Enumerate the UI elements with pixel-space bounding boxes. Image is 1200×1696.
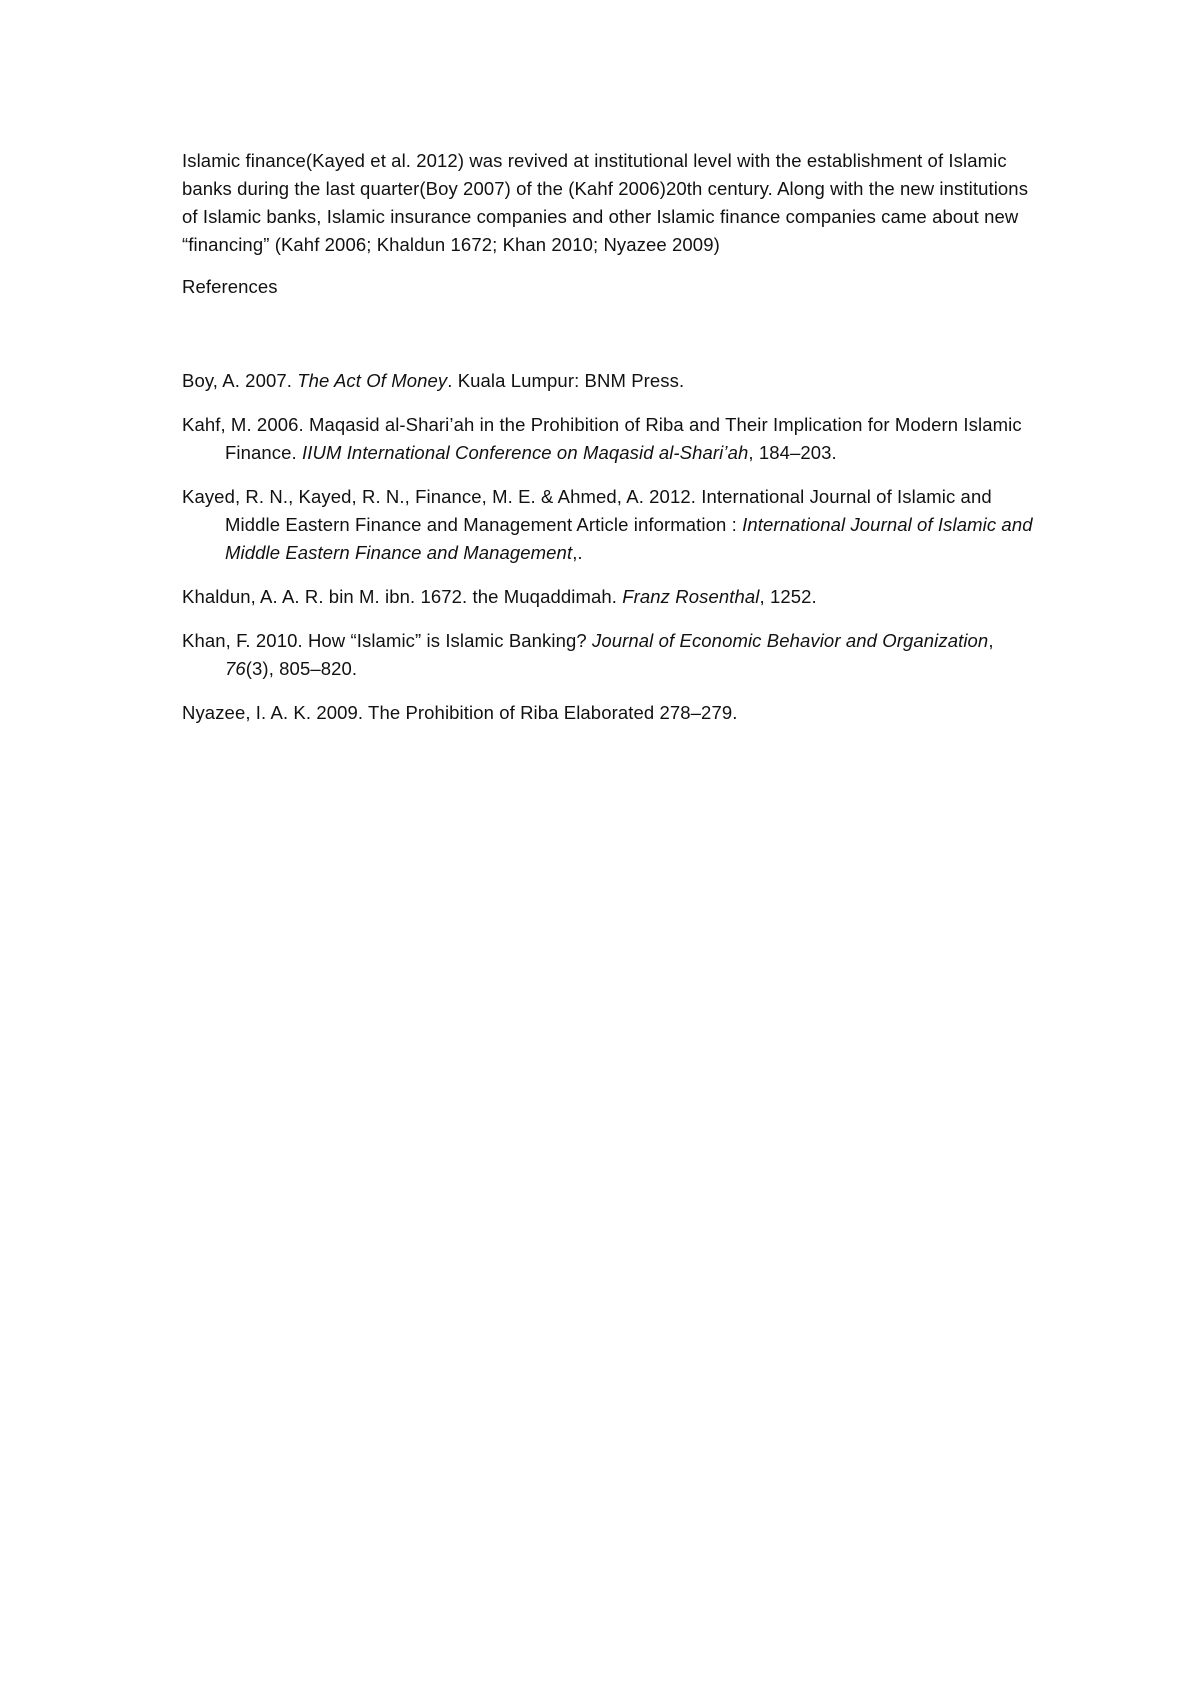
reference-title-italic: The Act Of Money [297, 370, 448, 391]
reference-title-italic: IIUM International Conference on Maqasid al-Shari’ah [302, 442, 749, 463]
reference-text: Kayed, R. N., Kayed, R. N., Finance, M. E. & Ahmed, A. 2012. International Journal of Islamic and Middle Eastern Finance and Management Article information : [182, 486, 992, 535]
reference-text: . Kuala Lumpur: BNM Press. [447, 370, 685, 391]
reference-text: Khan, F. 2010. How “Islamic” is Islamic Banking? [182, 630, 593, 651]
reference-text: Kahf, M. 2006. Maqasid al-Shari’ah in the Prohibition of Riba and Their Implication for Modern Islamic Finance. [182, 414, 1022, 463]
reference-text: , [988, 630, 994, 651]
reference-text: , 1252. [759, 586, 817, 607]
reference-text: Boy, A. 2007. [182, 370, 298, 391]
reference-text: , 184–203. [748, 442, 837, 463]
reference-text: Nyazee, I. A. K. 2009. The Prohibition of Riba Elaborated 278–279. [182, 702, 738, 723]
reference-entry-nyazee [182, 699, 1042, 727]
reference-entry-khaldun [182, 583, 1042, 611]
reference-text: (3), 805–820. [245, 658, 358, 679]
reference-title-italic: Franz Rosenthal [622, 586, 760, 607]
references-heading: References [182, 276, 278, 297]
reference-title-italic: Journal of Economic Behavior and Organization [592, 630, 989, 651]
reference-list [182, 367, 1042, 727]
reference-entry-kayed [182, 483, 1042, 567]
reference-entry-khan [182, 627, 1042, 683]
reference-text: ,. [572, 542, 583, 563]
reference-title-italic: International Journal of Islamic and Middle Eastern Finance and Management [225, 514, 1033, 563]
reference-entry-kahf [182, 411, 1042, 467]
reference-entry-boy [182, 367, 1042, 395]
document-content [182, 147, 1042, 743]
reference-volume-italic: 76 [225, 658, 246, 679]
body-paragraph: Islamic finance(Kayed et al. 2012) was revived at institutional level with the establishment of Islamic banks during the last quarter(Boy 2007) of the (Kahf 2006)20th century. Along with the new institutions of Islamic banks, Islamic insurance companies and other Islamic finance companies came about new “financing” (Kahf 2006; Khaldun 1672; Khan 2010; Nyazee 2009) [182, 150, 1029, 255]
reference-text: Khaldun, A. A. R. bin M. ibn. 1672. the Muqaddimah. [182, 586, 623, 607]
